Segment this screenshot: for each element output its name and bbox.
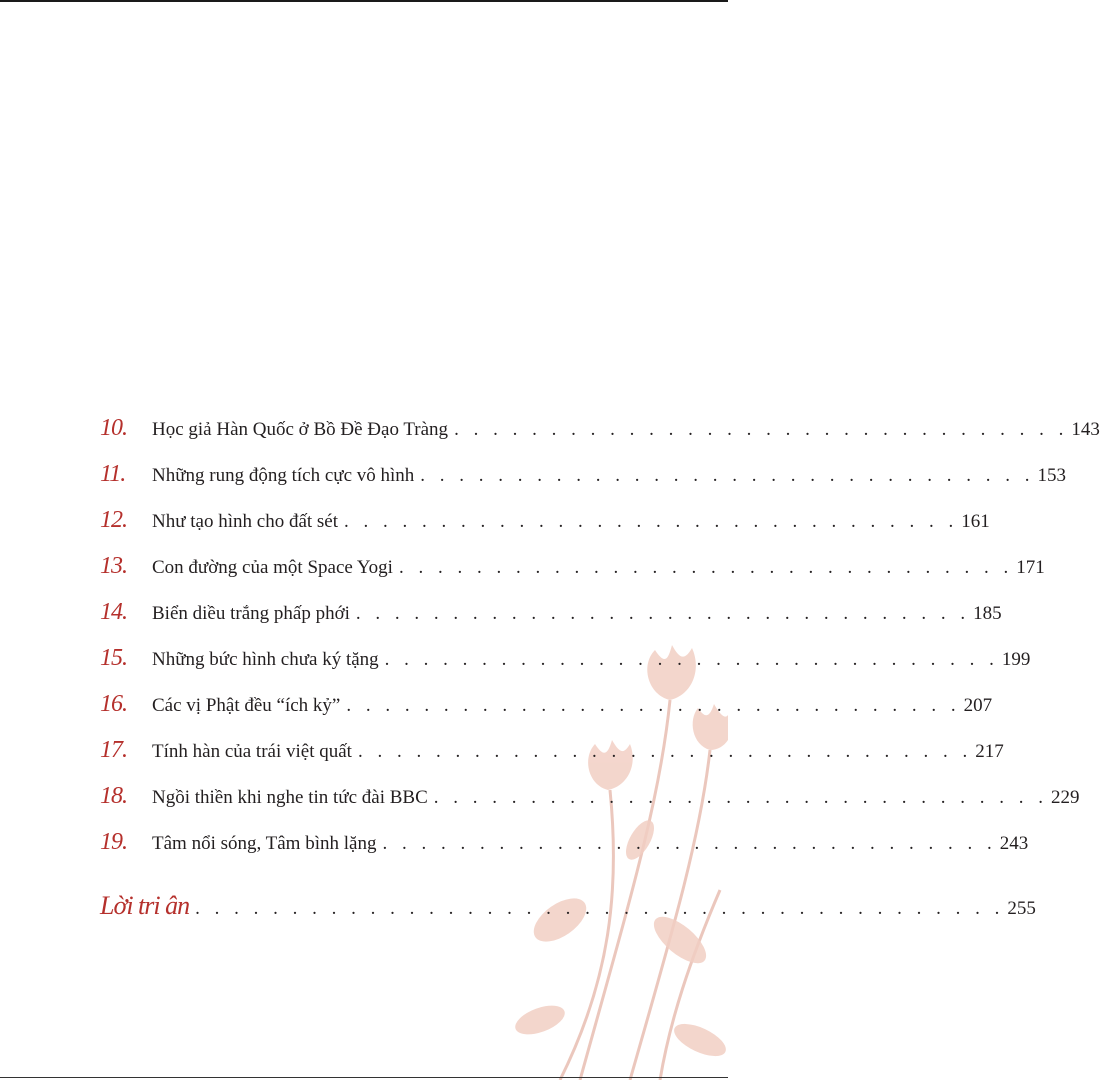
chapter-number: 16. — [100, 691, 127, 717]
chapter-title: Học giả Hàn Quốc ở Bồ Đề Đạo Tràng — [152, 419, 449, 440]
toc-entry[interactable] — [100, 638, 1031, 684]
toc-entry[interactable] — [100, 776, 1080, 822]
chapter-number: 15. — [100, 645, 127, 671]
chapter-title: Tính hàn của trái việt quất — [152, 741, 352, 762]
dot-leader: . . . . . . . . . . . . . . . . . . . . . . . . . . . . . . . . — [433, 787, 1049, 808]
chapter-number: 14. — [100, 599, 127, 625]
chapter-number: 13. — [100, 553, 127, 579]
table-of-contents — [100, 408, 1100, 932]
page-number: 143 — [1071, 419, 1100, 440]
toc-entry[interactable] — [100, 592, 1002, 638]
toc-entry[interactable] — [100, 500, 990, 546]
chapter-number: 12. — [100, 507, 127, 533]
dot-leader: . . . . . . . . . . . . . . . . . . . . . . . . . . . . . . . . — [454, 419, 1069, 440]
top-rule — [0, 0, 728, 2]
dot-leader: . . . . . . . . . . . . . . . . . . . . . . . . . . . . . . . . — [344, 511, 959, 532]
chapter-title: Các vị Phật đều “ích kỷ” — [152, 695, 341, 716]
toc-entry[interactable] — [100, 730, 1004, 776]
page-number: 161 — [961, 511, 990, 532]
page-number: 171 — [1016, 557, 1045, 578]
chapter-title: Biển diều trắng phấp phới — [152, 603, 350, 624]
chapter-number: 19. — [100, 829, 127, 855]
bottom-rule — [0, 1077, 728, 1078]
dot-leader: . . . . . . . . . . . . . . . . . . . . . . . . . . . . . . . . — [384, 649, 999, 670]
page-number: 229 — [1051, 787, 1080, 808]
chapter-number: 11. — [100, 461, 126, 487]
chapter-title: Tâm nổi sóng, Tâm bình lặng — [152, 833, 377, 854]
toc-entry[interactable] — [100, 822, 1029, 868]
chapter-title: Những rung động tích cực vô hình — [152, 465, 415, 486]
chapter-title: Như tạo hình cho đất sét — [152, 511, 339, 532]
dot-leader: . . . . . . . . . . . . . . . . . . . . . . . . . . . . . . . . — [355, 603, 971, 624]
dot-leader: . . . . . . . . . . . . . . . . . . . . . . . . . . . . . . . . — [346, 695, 961, 716]
chapter-title: Con đường của một Space Yogi — [152, 557, 393, 578]
page-number: 243 — [999, 833, 1029, 854]
chapter-title: Ngồi thiền khi nghe tin tức đài BBC — [152, 787, 428, 808]
page-number: 153 — [1037, 465, 1067, 486]
page-number: 217 — [975, 741, 1004, 762]
chapter-number: 10. — [100, 415, 127, 441]
dot-leader: . . . . . . . . . . . . . . . . . . . . . . . . . . . . . . . . — [420, 465, 1035, 486]
toc-entry[interactable] — [100, 454, 1067, 500]
toc-entry[interactable] — [100, 408, 1100, 454]
page-number: 199 — [1001, 649, 1031, 670]
acknowledgements-title: Lời tri ân — [100, 891, 190, 920]
chapter-number: 18. — [100, 783, 127, 809]
toc-entry[interactable] — [100, 684, 993, 730]
chapter-number: 17. — [100, 737, 127, 763]
page-number: 255 — [1007, 898, 1036, 919]
dot-leader: . . . . . . . . . . . . . . . . . . . . . . . . . . . . . . . . — [398, 557, 1014, 578]
toc-entry[interactable] — [100, 546, 1045, 592]
dot-leader: . . . . . . . . . . . . . . . . . . . . . . . . . . . . . . . . — [382, 833, 997, 854]
page-number: 207 — [963, 695, 993, 716]
dot-leader: . . . . . . . . . . . . . . . . . . . . . . . . . . . . . . . . — [357, 741, 973, 762]
chapter-title: Những bức hình chưa ký tặng — [152, 649, 379, 670]
dot-leader: . . . . . . . . . . . . . . . . . . . . . . . . . . . . . . . . . . . . . . . . . . — [195, 898, 1005, 919]
page-number: 185 — [973, 603, 1002, 624]
toc-entry-acknowledgements[interactable] — [100, 886, 1036, 932]
